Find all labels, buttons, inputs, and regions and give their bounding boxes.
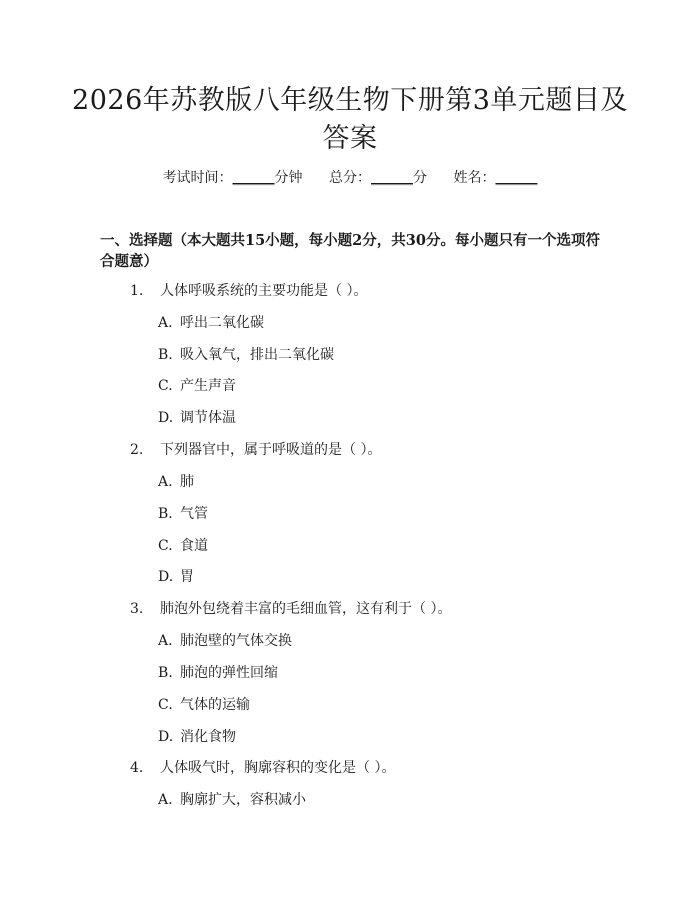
question-text: 人体呼吸系统的主要功能是（ ）。 (160, 283, 368, 299)
page-title: 2026年苏教版八年级生物下册第3单元题目及答案 (72, 85, 628, 154)
option-text: 肺泡壁的气体交换 (180, 633, 292, 649)
option-letter: C. (158, 378, 173, 394)
exam-time (163, 168, 303, 188)
option-3c (158, 695, 250, 715)
total-score-unit: 分 (413, 170, 427, 186)
option-2d (158, 567, 194, 587)
option-letter: B. (158, 506, 173, 522)
option-text: 胸廓扩大，容积减小 (180, 792, 306, 808)
option-letter: A. (158, 315, 173, 331)
option-text: 气管 (180, 506, 208, 522)
option-text: 食道 (180, 538, 208, 554)
option-1a (158, 313, 264, 333)
option-letter: A. (158, 474, 173, 490)
question-2 (130, 440, 381, 460)
option-2b (158, 504, 208, 524)
option-text: 消化食物 (180, 729, 236, 745)
option-text: 吸入氧气，排出二氧化碳 (180, 347, 334, 363)
question-number: 2. (130, 442, 144, 458)
question-1 (130, 281, 367, 301)
exam-time-label: 考试时间： (162, 170, 233, 186)
total-score (329, 168, 427, 188)
option-letter: A. (158, 633, 173, 649)
option-3b (158, 663, 278, 683)
option-text: 肺 (180, 474, 194, 490)
option-letter: C. (158, 697, 173, 713)
question-3 (130, 599, 451, 619)
total-score-label: 总分： (329, 170, 371, 186)
total-score-blank: ______ (371, 170, 413, 186)
section-heading: 一、选择题（本大题共15小题，每小题2分，共30分。每小题只有一个选项符合题意） (100, 232, 600, 270)
option-letter: D. (158, 729, 174, 745)
question-number: 1. (130, 283, 144, 299)
option-1d (158, 408, 236, 428)
option-1b (158, 345, 334, 365)
option-letter: D. (158, 569, 174, 585)
exam-time-blank: ______ (232, 170, 275, 186)
option-text: 产生声音 (180, 378, 236, 394)
question-text: 肺泡外包绕着丰富的毛细血管，这有利于（ ）。 (160, 601, 452, 617)
option-1c (158, 376, 236, 396)
option-3d (158, 727, 236, 747)
option-2c (158, 536, 208, 556)
option-3a (158, 631, 292, 651)
exam-meta (0, 168, 700, 188)
option-text: 气体的运输 (180, 697, 250, 713)
question-number: 3. (130, 601, 144, 617)
option-letter: C. (158, 538, 173, 554)
option-text: 肺泡的弹性回缩 (180, 665, 278, 681)
question-text: 人体吸气时，胸廓容积的变化是（ ）。 (160, 760, 396, 776)
question-4 (130, 758, 395, 778)
option-letter: B. (158, 665, 173, 681)
option-text: 胃 (180, 569, 194, 585)
option-letter: D. (158, 410, 174, 426)
option-letter: A. (158, 792, 173, 808)
option-text: 调节体温 (180, 410, 236, 426)
student-name-blank: ______ (495, 170, 538, 186)
student-name (453, 168, 537, 188)
option-text: 呼出二氧化碳 (180, 315, 264, 331)
question-text: 下列器官中，属于呼吸道的是（ ）。 (160, 442, 382, 458)
question-number: 4. (130, 760, 144, 776)
student-name-label: 姓名： (453, 170, 496, 186)
option-4a (158, 790, 306, 810)
exam-time-unit: 分钟 (274, 170, 303, 186)
option-2a (158, 472, 194, 492)
option-letter: B. (158, 347, 173, 363)
